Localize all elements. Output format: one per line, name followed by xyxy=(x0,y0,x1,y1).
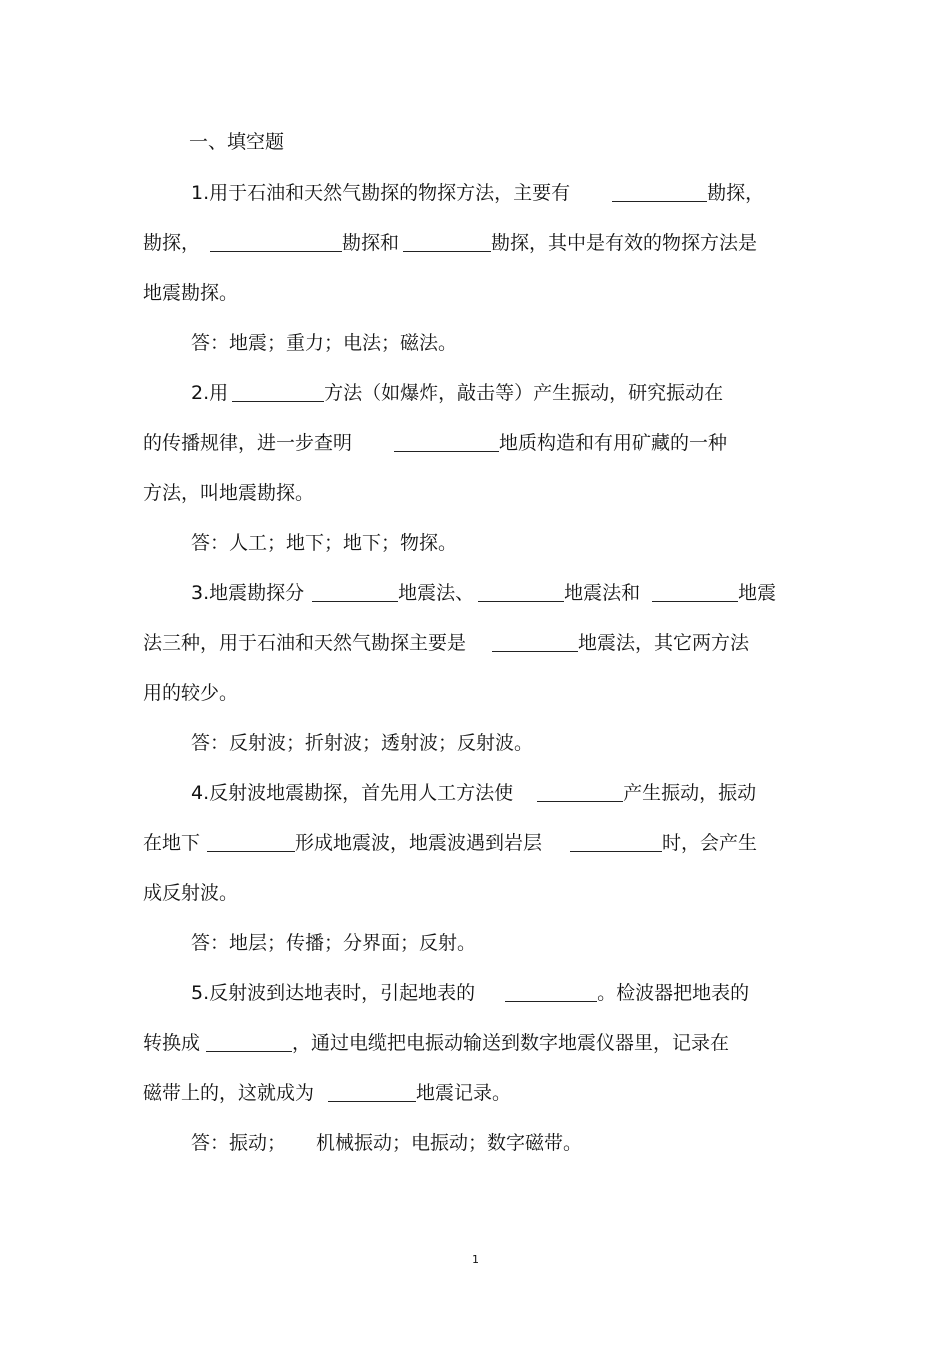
q1-line-1 xyxy=(191,181,764,205)
q3-text: 法三种，用于石油和天然气勘探主要是 xyxy=(143,632,467,654)
q2-text: 方法（如爆炸，敲击等）产生振动，研究振动在 xyxy=(324,382,724,404)
q3-blank-4 xyxy=(492,633,578,652)
q4-blank-3 xyxy=(570,833,662,852)
q5-line-3 xyxy=(143,1081,511,1105)
q4-text: 时，会产生 xyxy=(662,832,758,854)
q5-text: 地震记录。 xyxy=(416,1082,512,1104)
q3-line-3: 用的较少。 xyxy=(143,682,239,704)
q5-answer-part: 机械振动；电振动；数字磁带。 xyxy=(316,1132,583,1154)
q2-line-3: 方法，叫地震勘探。 xyxy=(143,482,315,504)
q2-blank-2 xyxy=(394,433,499,452)
q3-text: 3.地震勘探分 xyxy=(191,582,305,604)
q1-text: 勘探， xyxy=(143,232,201,254)
q3-text: 地震法、 xyxy=(398,582,475,604)
q2-text: 2.用 xyxy=(191,382,229,404)
q3-text: 地震 xyxy=(738,582,777,604)
q2-blank-1 xyxy=(232,383,324,402)
q5-text: ，通过电缆把电振动输送到数字地震仪器里，记录在 xyxy=(292,1032,730,1054)
q3-text: 地震法和 xyxy=(564,582,641,604)
q5-blank-1 xyxy=(505,983,597,1002)
q2-text: 的传播规律，进一步查明 xyxy=(143,432,353,454)
q5-line-2 xyxy=(143,1031,729,1055)
q5-line-1 xyxy=(191,981,749,1005)
q4-line-1 xyxy=(191,781,756,805)
q2-text: 地质构造和有用矿藏的一种 xyxy=(499,432,728,454)
q4-line-3: 成反射波。 xyxy=(143,882,239,904)
q4-text: 在地下 xyxy=(143,832,201,854)
q2-answer: 答：人工；地下；地下；物探。 xyxy=(191,532,458,554)
q3-blank-1 xyxy=(312,583,398,602)
q4-blank-2 xyxy=(207,833,295,852)
q2-line-2 xyxy=(143,431,727,455)
q3-blank-2 xyxy=(478,583,564,602)
section-title: 一、填空题 xyxy=(189,131,285,153)
q1-blank-1 xyxy=(612,183,707,202)
q5-answer xyxy=(191,1131,582,1155)
q5-text: 磁带上的，这就成为 xyxy=(143,1082,315,1104)
q4-text: 4.反射波地震勘探，首先用人工方法使 xyxy=(191,782,514,804)
q1-blank-3 xyxy=(403,233,491,252)
q2-line-1 xyxy=(191,381,723,405)
q1-line-3: 地震勘探。 xyxy=(143,282,239,304)
q3-line-1 xyxy=(191,581,776,605)
q3-text: 地震法，其它两方法 xyxy=(578,632,750,654)
q4-blank-1 xyxy=(537,783,623,802)
q4-text: 形成地震波，地震波遇到岩层 xyxy=(295,832,543,854)
page-number: 1 xyxy=(472,1253,479,1266)
q3-line-2 xyxy=(143,631,749,655)
q1-line-2 xyxy=(143,231,757,255)
q1-answer: 答：地震；重力；电法；磁法。 xyxy=(191,332,458,354)
q5-blank-2 xyxy=(206,1033,292,1052)
q5-text: 转换成 xyxy=(143,1032,201,1054)
q1-blank-2 xyxy=(210,233,342,252)
q1-text: 勘探和 xyxy=(342,232,400,254)
q5-blank-3 xyxy=(328,1083,416,1102)
q1-text: 勘探， xyxy=(707,182,765,204)
q1-text: 勘探，其中是有效的物探方法是 xyxy=(491,232,758,254)
q3-blank-3 xyxy=(652,583,738,602)
q5-answer-part: 答：振动； xyxy=(191,1132,287,1154)
q4-answer: 答：地层；传播；分界面；反射。 xyxy=(191,932,477,954)
q5-text: 5.反射波到达地表时，引起地表的 xyxy=(191,982,476,1004)
q4-text: 产生振动，振动 xyxy=(623,782,757,804)
q4-line-2 xyxy=(143,831,757,855)
q3-answer: 答：反射波；折射波；透射波；反射波。 xyxy=(191,732,534,754)
q1-text: 1.用于石油和天然气勘探的物探方法，主要有 xyxy=(191,182,571,204)
q5-text: 。检波器把地表的 xyxy=(597,982,750,1004)
